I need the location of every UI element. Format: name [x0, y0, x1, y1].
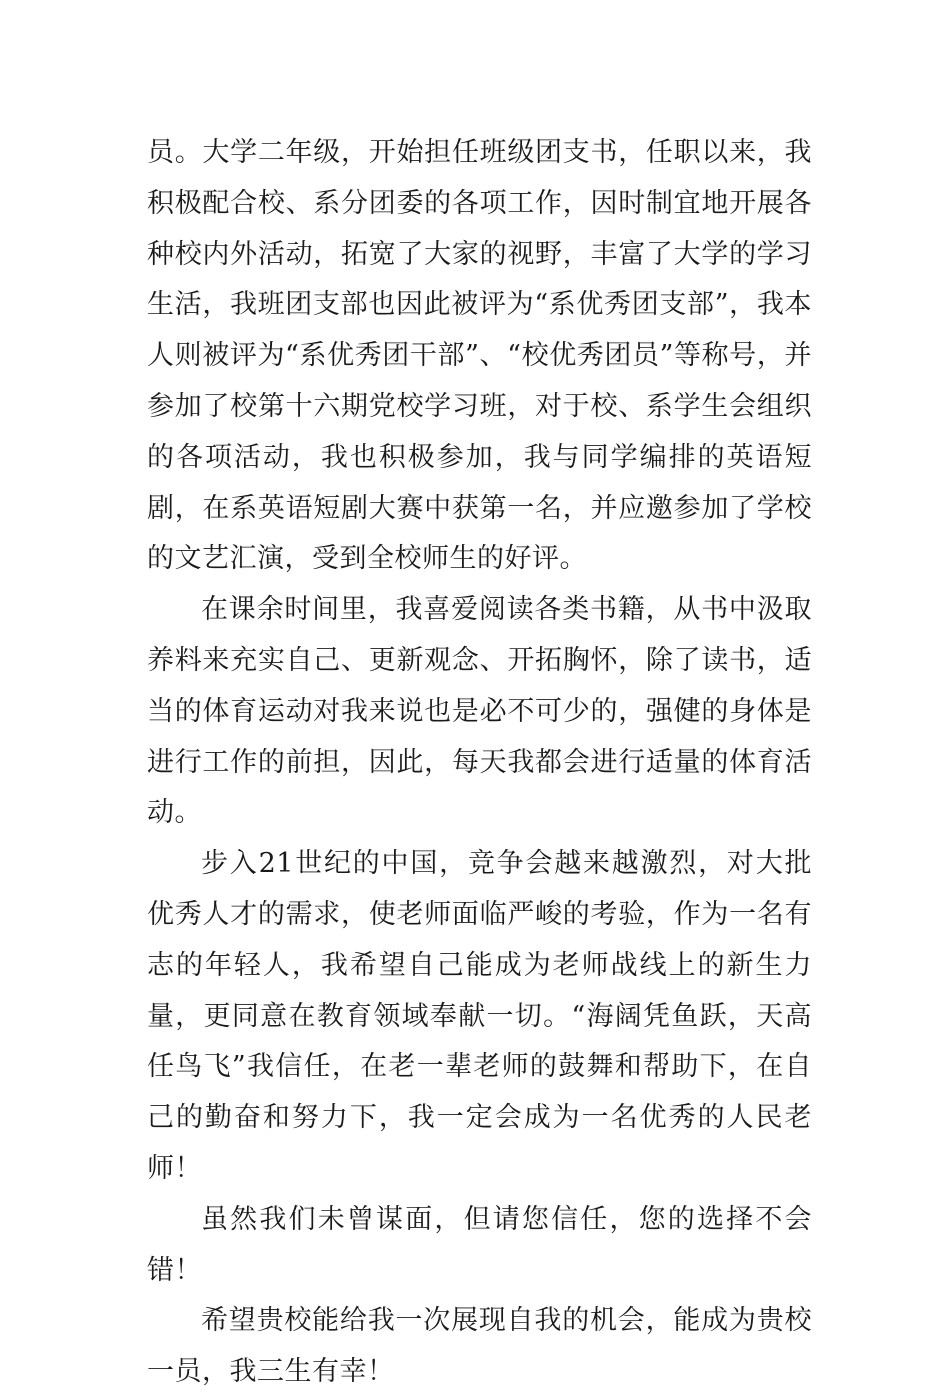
paragraph-1: 员。大学二年级，开始担任班级团支书，任职以来，我积极配合校、系分团委的各项工作，因时制宜地开展各种校内外活动，拓宽了大家的视野，丰富了大学的学习生活，我班团支部也因此被评为“系优秀团支部”，我本人则被评为“系优秀团干部”、“校优秀团员”等称号，并参加了校第十六期党校学习班，对于校、系学生会组织的各项活动，我也积极参加，我与同学编排的英语短剧，在系英语短剧大赛中获第一名，并应邀参加了学校的文艺汇演，受到全校师生的好评。 — [147, 137, 812, 575]
body-text — [147, 128, 812, 1398]
paragraph-4: 虽然我们未曾谋面，但请您信任，您的选择不会错！ — [147, 1203, 812, 1286]
paragraph-2: 在课余时间里，我喜爱阅读各类书籍，从书中汲取养料来充实自己、更新观念、开拓胸怀，除了读书，适当的体育运动对我来说也是必不可少的，强健的身体是进行工作的前担，因此，每天我都会进行适量的体育活动。 — [147, 594, 812, 829]
paragraph-5: 希望贵校能给我一次展现自我的机会，能成为贵校一员，我三生有幸！ — [147, 1305, 812, 1388]
paragraph-3: 步入21世纪的中国，竞争会越来越激烈，对大批优秀人才的需求，使老师面临严峻的考验，作为一名有志的年轻人，我希望自己能成为老师战线上的新生力量，更同意在教育领域奉献一切。“海阔凭鱼跃，天高任鸟飞”我信任，在老一辈老师的鼓舞和帮助下，在自己的勤奋和努力下，我一定会成为一名优秀的人民老师！ — [147, 848, 812, 1184]
